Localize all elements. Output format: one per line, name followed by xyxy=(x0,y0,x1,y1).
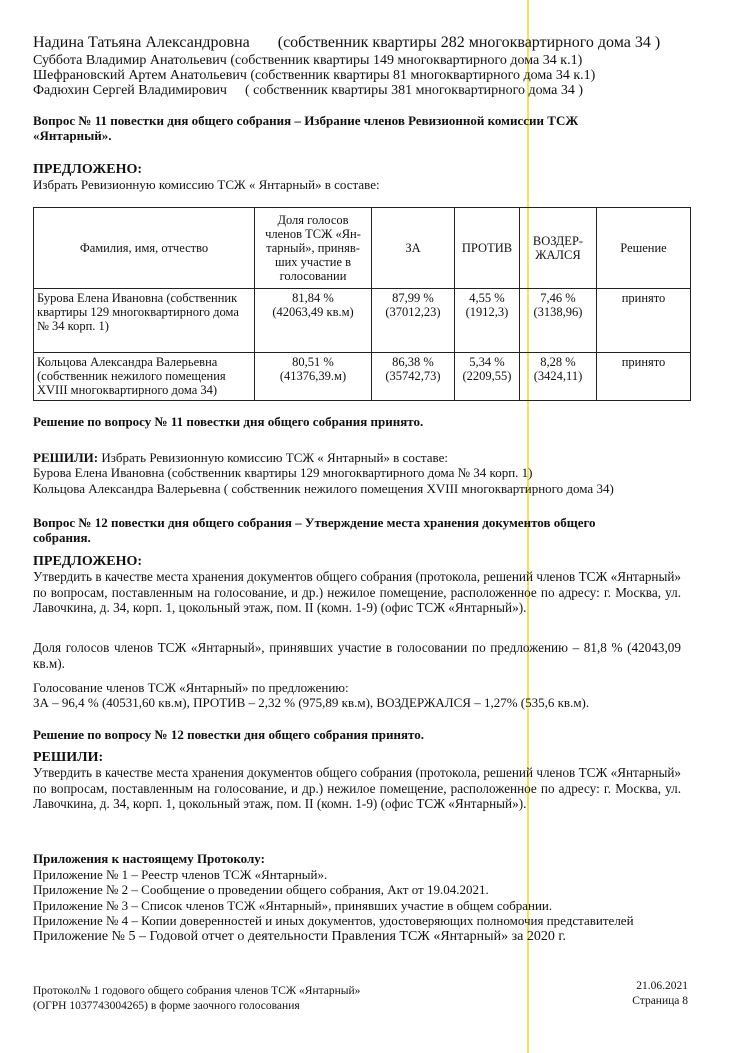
q11-resolved: РЕШИЛИ: Избрать Ревизионную комиссию ТСЖ « Янтарный» в составе: xyxy=(33,450,448,465)
q12-voting-label: Голосование членов ТСЖ «Янтарный» по предложению: xyxy=(33,680,349,695)
cell-against: 4,55 % (1912,3) xyxy=(455,289,520,353)
q12-resolved-label: РЕШИЛИ: xyxy=(33,750,104,765)
appendix-item: Приложение № 3 – Список членов ТСЖ «Янтарный», принявших участие в общем собрании. xyxy=(33,898,553,913)
footer-page-number: Страница 8 xyxy=(632,995,688,1007)
header-for: ЗА xyxy=(372,208,455,289)
table-row xyxy=(34,353,691,401)
q11-resolved-member-1: Бурова Елена Ивановна (собственник квартиры 129 многоквартирного дома № 34 корп. 1) xyxy=(33,465,533,480)
header-against: ПРОТИВ xyxy=(455,208,520,289)
cell-abstain: 7,46 % (3138,96) xyxy=(520,289,597,353)
header-abstain: ВОЗДЕР-ЖАЛСЯ xyxy=(520,208,597,289)
q11-votes-table xyxy=(33,207,691,401)
q11-title-line2: «Янтарный». xyxy=(33,128,112,143)
cell-share: 80,51 % (41376,39.м) xyxy=(255,353,372,401)
q12-voting-result: ЗА – 96,4 % (40531,60 кв.м), ПРОТИВ – 2,32 % (975,89 кв.м), ВОЗДЕРЖАЛСЯ – 1,27% (535,6 кв.м). xyxy=(33,695,590,710)
q12-proposed-label: ПРЕДЛОЖЕНО: xyxy=(33,554,143,569)
cell-for: 86,38 % (35742,73) xyxy=(372,353,455,401)
candidate-line-3: Шефрановский Артем Анатольевич (собственник квартиры 81 многоквартирного дома 34 к.1) xyxy=(33,68,596,83)
cell-name: Кольцова Александра Валерьевна (собственник нежилого помещения XVIII многоквартирного дома 34) xyxy=(34,353,255,401)
candidate-line-4: Фадюхин Сергей Владимирович ( собственник квартиры 381 многоквартирного дома 34 ) xyxy=(33,83,584,98)
footer-ogrn: (ОГРН 1037743004265) в форме заочного голосования xyxy=(33,1000,300,1012)
cell-for: 87,99 % (37012,23) xyxy=(372,289,455,353)
q12-share-text: Доля голосов членов ТСЖ «Янтарный», принявших участие в голосовании по предложению – 81,8 % (42043,09 кв.м). xyxy=(33,640,681,671)
q11-resolved-member-2: Кольцова Александра Валерьевна ( собственник нежилого помещения XVIII многоквартирного дома 34) xyxy=(33,481,614,496)
q11-proposed-label: ПРЕДЛОЖЕНО: xyxy=(33,162,143,177)
cell-decision: принято xyxy=(597,353,691,401)
cell-abstain: 8,28 % (3424,11) xyxy=(520,353,597,401)
appendix-item: Приложение № 2 – Сообщение о проведении общего собрания, Акт от 19.04.2021. xyxy=(33,882,489,897)
q11-proposed-text: Избрать Ревизионную комиссию ТСЖ « Янтарный» в составе: xyxy=(33,177,380,192)
cell-decision: принято xyxy=(597,289,691,353)
q12-proposed-text: Утвердить в качестве места хранения документов общего собрания (протокола, решений членов ТСЖ «Янтарный» по вопросам, поставленным на голосование, и др.) нежилое помещение, расположенное по адресу: г. Москва, ул. Лавочкина, д. 34, корп. 1, цокольный этаж, пом. II (комн. 1-9) (офис ТСЖ «Янтарный»). xyxy=(33,569,681,616)
q12-title-line2: собрания. xyxy=(33,530,91,545)
appendix-item: Приложение № 1 – Реестр членов ТСЖ «Янтарный». xyxy=(33,867,328,882)
footer-right xyxy=(632,979,688,1009)
appendix-item: Приложение № 5 – Годовой отчет о деятельности Правления ТСЖ «Янтарный» за 2020 г. xyxy=(33,929,566,944)
cell-share: 81,84 % (42063,49 кв.м) xyxy=(255,289,372,353)
q12-decision-note: Решение по вопросу № 12 повестки дня общего собрания принято. xyxy=(33,727,424,742)
cell-name: Бурова Елена Ивановна (собственник квартиры 129 многоквартирного дома № 34 корп. 1) xyxy=(34,289,255,353)
table-row xyxy=(34,289,691,353)
candidate-line-2: Суббота Владимир Анатольевич (собственник квартиры 149 многоквартирного дома 34 к.1) xyxy=(33,53,583,68)
appendix-title: Приложения к настоящему Протоколу: xyxy=(33,851,265,866)
footer-protocol: Протокол№ 1 годового общего собрания членов ТСЖ «Янтарный» xyxy=(33,985,361,997)
q12-resolved-text: Утвердить в качестве места хранения документов общего собрания (протокола, решений членов ТСЖ «Янтарный» по вопросам, поставленным на голосование, и др.) нежилое помещение, расположенное по адресу: г. Москва, ул. Лавочкина, д. 34, корп. 1, цокольный этаж, пом. II (комн. 1-9) (офис ТСЖ «Янтарный»). xyxy=(33,765,681,812)
header-name: Фамилия, имя, отчество xyxy=(34,208,255,289)
header-decision: Решение xyxy=(597,208,691,289)
candidate-line-1: Надина Татьяна Александровна (собственник квартиры 282 многоквартирного дома 34 ) xyxy=(33,34,661,51)
table-header-row xyxy=(34,208,691,289)
cell-against: 5,34 % (2209,55) xyxy=(455,353,520,401)
q11-decision-note: Решение по вопросу № 11 повестки дня общего собрания принято. xyxy=(33,414,424,429)
q11-title-line1: Вопрос № 11 повестки дня общего собрания – Избрание членов Ревизионной комиссии ТСЖ xyxy=(33,113,579,128)
header-share: Доля голосов членов ТСЖ «Ян-тарный», приняв-ших участие в голосовании xyxy=(255,208,372,289)
footer-left xyxy=(33,984,360,1014)
appendix-item: Приложение № 4 – Копии доверенностей и иных документов, удостоверяющих полномочия представителей xyxy=(33,913,634,928)
q12-title-line1: Вопрос № 12 повестки дня общего собрания – Утверждение места хранения документов общего xyxy=(33,515,596,530)
footer-date: 21.06.2021 xyxy=(636,980,688,992)
